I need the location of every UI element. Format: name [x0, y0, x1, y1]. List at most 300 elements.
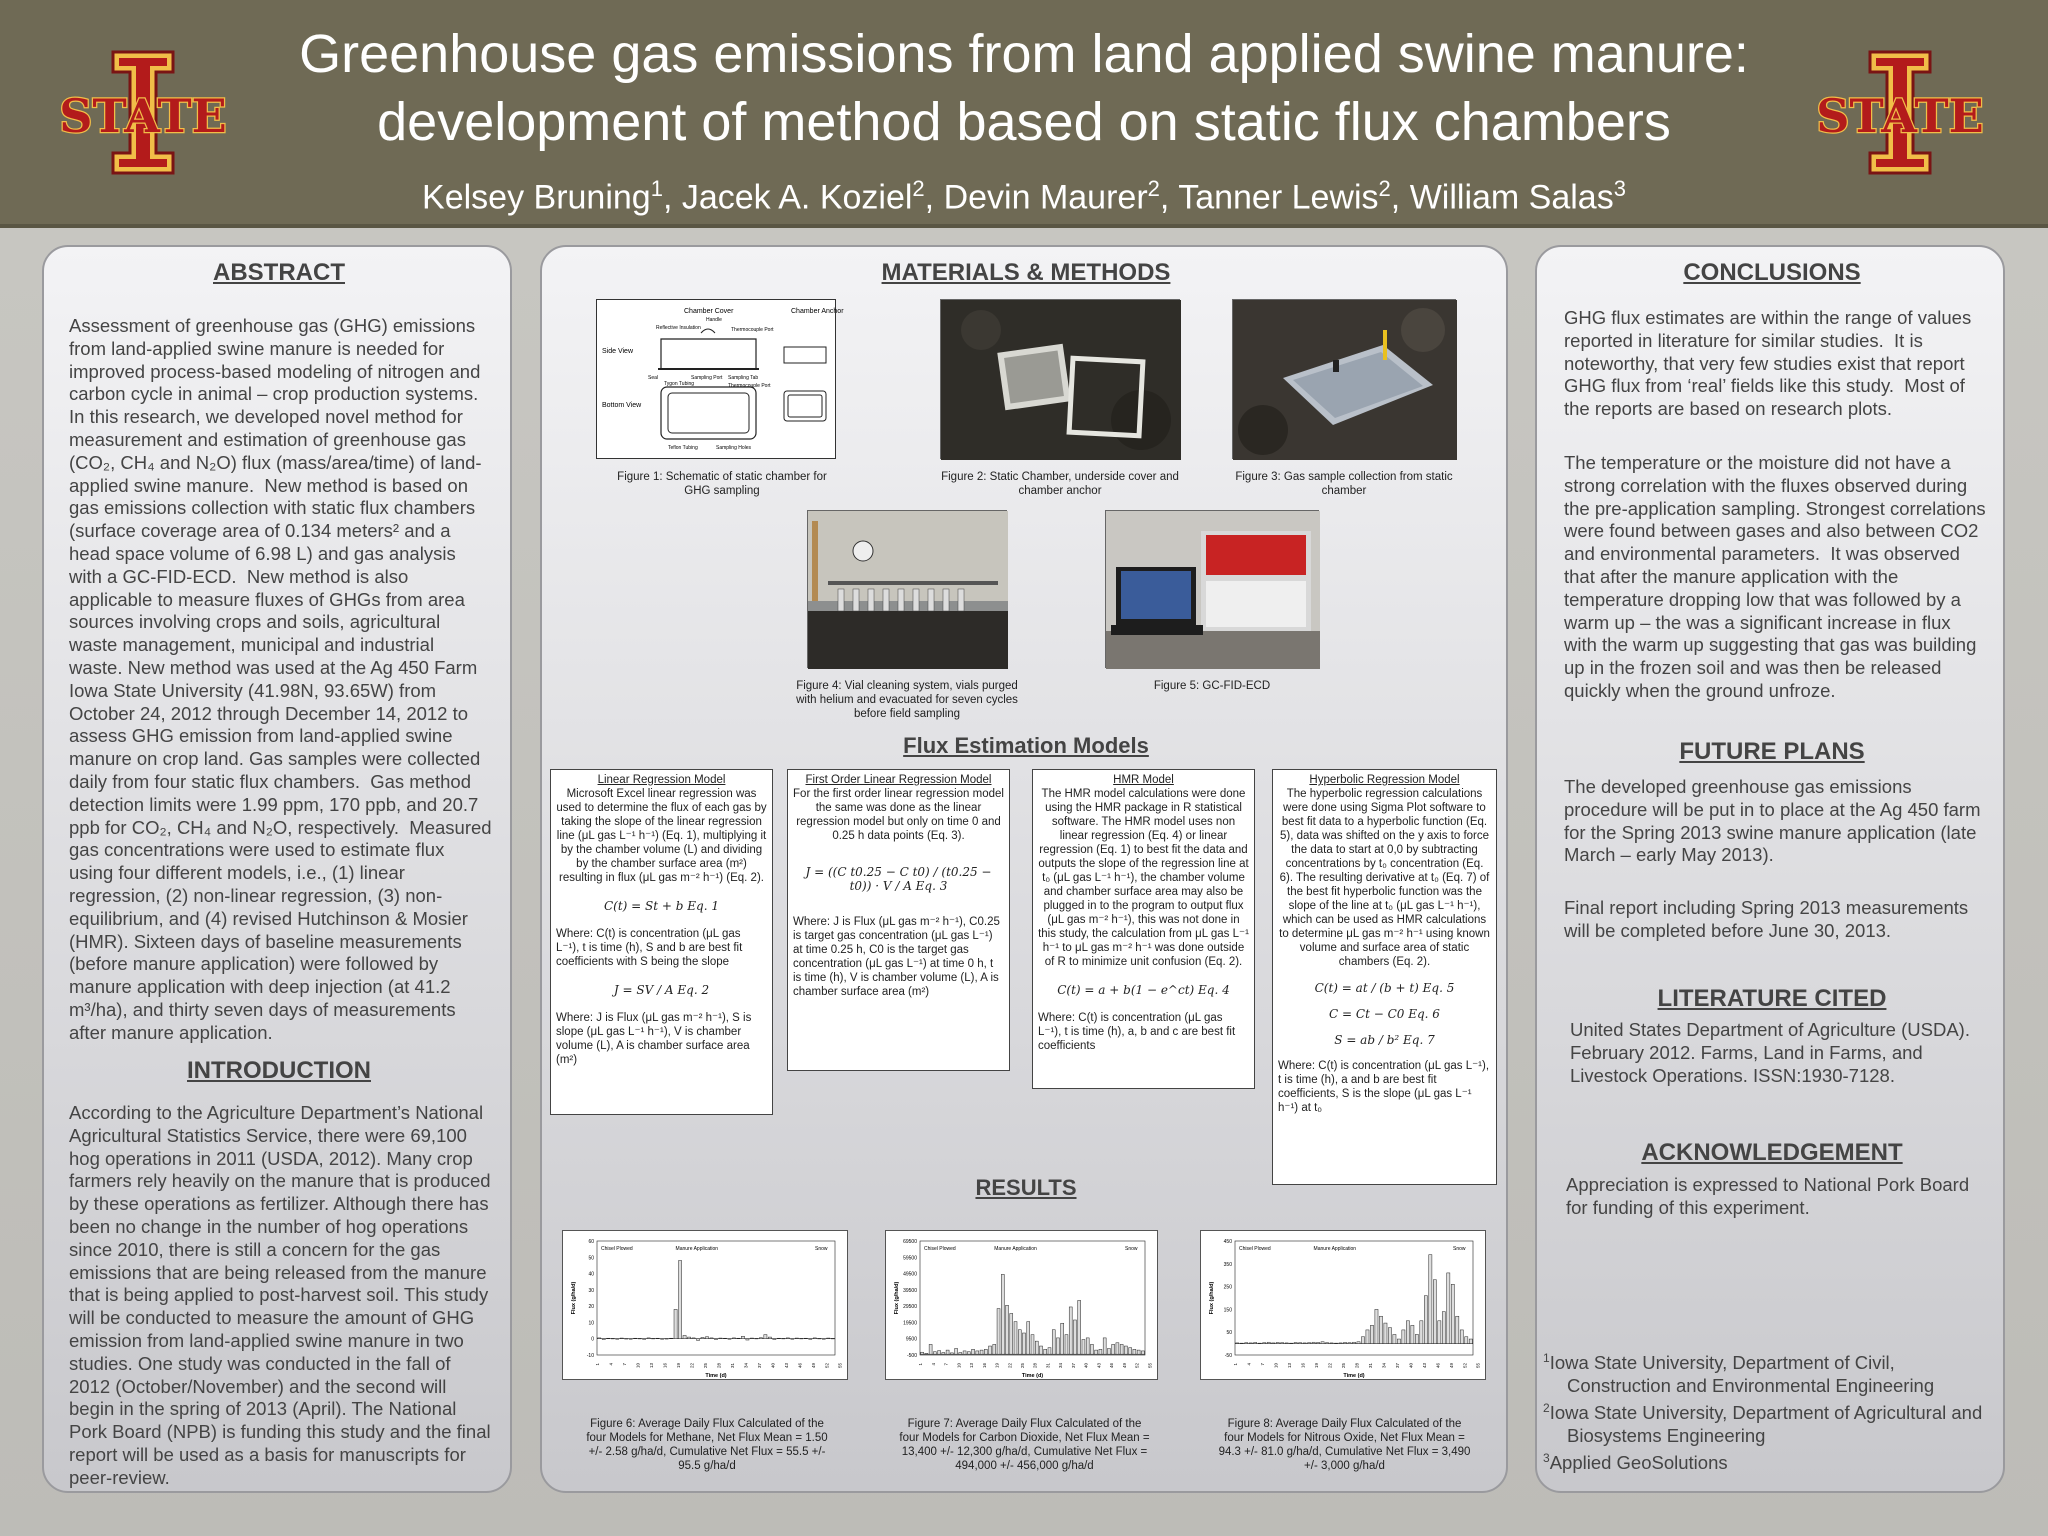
text-line: the pre-application sampling. Strongest correlations	[1564, 497, 1986, 519]
abstract-text	[69, 315, 509, 1045]
schematic-callout: Seal	[648, 375, 659, 381]
bar	[1357, 1342, 1360, 1344]
text-line: warm up – the was a significant increase in flux	[1564, 611, 1951, 633]
author-name: Kelsey Bruning	[422, 178, 651, 217]
x-tick-label: 49	[1448, 1363, 1454, 1369]
text-line: Appreciation is expressed to National Pork Board	[1566, 1174, 1970, 1195]
bar	[1061, 1323, 1064, 1354]
x-tick-label: 7	[622, 1363, 628, 1366]
text-line: manure on crop land. Gas samples were collected	[69, 748, 481, 770]
bar	[1082, 1340, 1085, 1355]
bar	[1276, 1342, 1279, 1343]
y-tick-label: 350	[1223, 1261, 1232, 1268]
bar	[1339, 1343, 1342, 1344]
x-tick-label: 28	[716, 1363, 722, 1369]
schematic-label-cover: Chamber Cover	[684, 308, 734, 315]
bar	[620, 1338, 623, 1339]
chart-annotation: Chisel Plowed	[924, 1246, 956, 1252]
bar	[1086, 1338, 1089, 1354]
bar	[1120, 1344, 1123, 1354]
bar	[1285, 1343, 1288, 1344]
y-tick-label: 59500	[903, 1255, 917, 1262]
model-title: Linear Regression Model	[597, 774, 726, 786]
bar	[1078, 1300, 1081, 1354]
bar	[1424, 1296, 1427, 1344]
bar	[1294, 1342, 1297, 1343]
schematic-callout: Sampling Tab	[728, 375, 759, 381]
bar	[629, 1339, 632, 1340]
text-line: and environmental parameters. It was observed	[1564, 543, 1960, 565]
bar	[1258, 1343, 1261, 1344]
right-panel	[1535, 245, 2005, 1493]
x-tick-label: 19	[1314, 1363, 1320, 1369]
bar	[701, 1337, 704, 1338]
text-line: manure application with deep injection (at 41.2	[69, 976, 451, 998]
bar	[728, 1339, 731, 1340]
abstract-heading: ABSTRACT	[213, 259, 345, 286]
x-tick-label: 31	[729, 1363, 735, 1369]
x-tick-label: 13	[1287, 1363, 1293, 1369]
x-tick-label: 10	[956, 1363, 962, 1369]
bar	[980, 1350, 983, 1354]
text-line: the reports are based on research plots.	[1564, 398, 1893, 420]
schematic-label-side: Side View	[602, 348, 634, 355]
bar	[1429, 1255, 1432, 1344]
text-line: applicable to measure fluxes of GHGs from area	[69, 588, 465, 610]
bar	[933, 1352, 936, 1354]
bar	[598, 1338, 601, 1339]
y-tick-label: 10	[588, 1320, 594, 1327]
bar	[683, 1335, 686, 1338]
x-tick-label: 28	[1354, 1363, 1360, 1369]
x-tick-label: 10	[635, 1363, 641, 1369]
author-affiliation-mark: 2	[1147, 176, 1160, 201]
x-tick-label: 40	[1083, 1363, 1089, 1369]
author-affiliation-mark: 2	[1378, 176, 1391, 201]
text-line: 2012 (October/November) and the second will	[69, 1375, 447, 1397]
text-line: (CO₂, CH₄ and N₂O) flux (mass/area/time) of land-	[69, 451, 482, 473]
bar	[1090, 1344, 1093, 1354]
bar	[1303, 1343, 1306, 1344]
introduction-text	[69, 1102, 509, 1490]
model-where: Where: C(t) is concentration (μL gas L⁻¹), t is time (h), a and b are best fit coefficients, S is the slope (μL gas L⁻¹ h⁻¹) at t₀	[1278, 1060, 1490, 1114]
text-line: Pork Board (NPB) is funding this study and the final	[69, 1421, 491, 1443]
y-tick-label: 19500	[903, 1320, 917, 1327]
bar	[938, 1351, 941, 1355]
x-tick-label: 34	[1381, 1363, 1387, 1369]
bar	[1312, 1342, 1315, 1343]
text-line: up in the frozen soil and was then be released	[1564, 657, 1942, 679]
bar	[656, 1338, 659, 1339]
bar	[1317, 1342, 1320, 1343]
bar	[1141, 1351, 1144, 1354]
bar	[809, 1339, 812, 1340]
text-line: (before manure application) were followed by	[69, 953, 439, 975]
bar	[1411, 1325, 1414, 1343]
bar	[1006, 1305, 1009, 1354]
equation-4: C(t) = a + b(1 − e^ct) Eq. 4	[1057, 983, 1230, 997]
affiliation-mark: 1	[1543, 1351, 1550, 1365]
y-tick-label: 0	[591, 1336, 594, 1343]
author-affiliation-mark: 2	[912, 176, 925, 201]
bar	[1137, 1350, 1140, 1354]
text-line: hog operations in 2011 (USDA, 2012). Many crop	[69, 1147, 473, 1169]
bar	[1433, 1280, 1436, 1344]
bar	[1263, 1343, 1266, 1344]
y-tick-label: 39500	[903, 1287, 917, 1294]
text-line: strong correlation with the fluxes observed during	[1564, 474, 1968, 496]
bar	[822, 1339, 825, 1340]
text-line: United States Department of Agriculture (USDA).	[1570, 1019, 1970, 1040]
bar	[687, 1337, 690, 1339]
x-tick-label: 55	[1475, 1363, 1481, 1369]
middle-panel	[540, 245, 1508, 1493]
bar	[1010, 1313, 1013, 1354]
bar	[1116, 1343, 1119, 1354]
y-tick-label: 450	[1223, 1239, 1232, 1245]
affiliation-line: Iowa State University, Department of Civil,	[1549, 1352, 1895, 1374]
bar	[1299, 1343, 1302, 1344]
model-where: Where: C(t) is concentration (μL gas L⁻¹), t is time (h), S and b are best fit coefficients with S being the slope	[556, 928, 743, 968]
x-tick-label: 31	[1045, 1363, 1051, 1369]
bar	[1099, 1349, 1102, 1354]
model-body: For the first order linear regression model the same was done as the linear regression model but only on time 0 and 0.25 h data points (Eq. 3).	[793, 788, 1004, 842]
text-line: waste. New method was used at the Ag 450 Farm	[69, 656, 478, 678]
equation-7: S = ab / b² Eq. 7	[1334, 1033, 1435, 1047]
introduction-heading: INTRODUCTION	[187, 1057, 371, 1084]
bar	[827, 1338, 830, 1339]
first-order-model	[787, 769, 1010, 1071]
bar	[719, 1338, 722, 1339]
text-line: Livestock Operations. ISSN:1930-7128.	[1570, 1064, 1895, 1086]
bar	[638, 1338, 641, 1339]
x-tick-label: 25	[1020, 1363, 1026, 1369]
y-tick-label: 20	[588, 1304, 594, 1311]
bar	[723, 1338, 726, 1339]
text-line: for the Spring 2013 swine manure application (late	[1564, 821, 1977, 843]
bar	[643, 1339, 646, 1340]
text-line: by these operations as fertilizer. Although there has	[69, 1193, 489, 1215]
logo-text: STATE	[1816, 89, 1984, 143]
bar	[1254, 1342, 1257, 1343]
x-tick-label: 40	[770, 1363, 776, 1369]
bar	[1240, 1343, 1243, 1344]
title-line-1: Greenhouse gas emissions from land applied swine manure:	[299, 24, 1749, 84]
bar	[602, 1339, 605, 1340]
text-line: equilibrium, and (4) revised Hutchinson & Mosier	[69, 907, 468, 929]
figure-5-caption: Figure 5: GC-FID-ECD	[1153, 680, 1271, 692]
text-line: (surface coverage area of 0.134 meters² and a	[69, 520, 451, 542]
bar	[634, 1338, 637, 1339]
text-line: The developed greenhouse gas emissions	[1564, 776, 1912, 797]
bar	[976, 1351, 979, 1354]
text-line: Agricultural Statistics Service, there were 69,100	[69, 1124, 467, 1146]
x-tick-label: 10	[1273, 1363, 1279, 1369]
text-line: emissions that are being released from the manure	[69, 1261, 487, 1283]
bar	[1023, 1333, 1026, 1354]
text-line: farmers rely heavily on the manure that is produced	[69, 1170, 491, 1192]
equation-3: J = ((C t0.25 − C t0) / (t0.25 − t0)) · V / A Eq. 3	[805, 865, 992, 893]
bar	[1065, 1335, 1068, 1355]
text-line: that after the manure application with the	[1564, 565, 1899, 587]
logo-text: STATE	[59, 89, 227, 143]
bar	[925, 1353, 928, 1354]
bar	[1249, 1343, 1252, 1344]
schematic-callout: Teflon Tubing	[668, 445, 698, 451]
model-where: Where: C(t) is concentration (μL gas L⁻¹), t is time (h), a, b and c are best fit coefficients	[1038, 1012, 1236, 1052]
bar	[714, 1339, 717, 1340]
x-tick-label: 52	[1134, 1363, 1140, 1369]
author-affiliation-mark: 3	[1613, 176, 1626, 201]
bar	[647, 1338, 650, 1339]
text-line: waste management, municipal and industrial	[69, 634, 435, 656]
x-axis-label: Time (d)	[1021, 1373, 1044, 1379]
text-line: procedure will be put in to place at the Ag 450 farm	[1564, 798, 1981, 820]
x-tick-label: 25	[703, 1363, 709, 1369]
x-tick-label: 1	[918, 1363, 924, 1366]
future-plans-heading: FUTURE PLANS	[1679, 738, 1865, 765]
model-title: HMR Model	[1113, 774, 1174, 786]
x-tick-label: 4	[608, 1363, 614, 1366]
future-plans-paragraph-2	[1564, 897, 2002, 943]
bar	[1397, 1339, 1400, 1344]
y-axis-label: Flux (g/ha/d)	[1209, 1281, 1215, 1315]
bar	[1281, 1343, 1284, 1344]
bar	[670, 1338, 673, 1339]
text-line: (HMR). Sixteen days of baseline measurements	[69, 930, 462, 952]
bar	[1352, 1342, 1355, 1343]
text-line: quickly when the ground unfroze.	[1564, 679, 1836, 701]
schematic-callout: Thermocouple Port	[728, 383, 771, 389]
text-line: that is being applied to post-harvest soil. This study	[69, 1284, 489, 1306]
affiliation-line: Construction and Environmental Engineering	[1567, 1375, 1935, 1397]
linear-regression-model	[550, 769, 773, 1115]
chart-annotation: Manure Application	[1313, 1246, 1357, 1252]
bar	[1442, 1312, 1445, 1344]
text-line: carbon cycle in animal – crop production systems.	[69, 383, 479, 405]
schematic-label-anchor: Chamber Anchor	[791, 308, 844, 315]
model-body: The HMR model calculations were done using the HMR package in R statistical software. The HMR model uses non linear regression (Eq. 4) or linear regression (Eq. 1) to best fit the data and outputs the slope of the regression line at t₀ (μL gas L⁻¹ h⁻¹), the chamber volume and chamber surface area may also be plugged in to the program to output flux (μL gas m⁻² h⁻¹), this was not done in this study, the calculation from μL gas L⁻¹ h⁻¹ to μL gas m⁻² h⁻¹ was done outside of R to minimize unit confusion (Eq. 2).	[1038, 788, 1249, 968]
results-heading: RESULTS	[975, 1175, 1077, 1200]
bar	[696, 1339, 699, 1341]
y-tick-label: 50	[588, 1255, 594, 1262]
bar	[795, 1338, 798, 1339]
vial-cleaning-photo	[807, 510, 1007, 668]
bar	[929, 1344, 932, 1354]
model-title: First Order Linear Regression Model	[805, 774, 992, 786]
affiliation-mark: 3	[1543, 1451, 1550, 1466]
chart-annotation: Snow	[1125, 1246, 1138, 1252]
bar	[661, 1339, 664, 1340]
chart-annotation: Manure Application	[675, 1246, 719, 1252]
gas-sample-photo	[1232, 299, 1456, 459]
bar	[967, 1352, 970, 1354]
text-line: with the warm up suggesting that gas was building	[1564, 634, 1977, 656]
bar	[1460, 1330, 1463, 1344]
text-line: after manure application.	[69, 1021, 273, 1043]
text-line: gas emissions collection with static flux chambers	[69, 497, 476, 519]
bar	[1330, 1343, 1333, 1344]
x-tick-label: 43	[1096, 1363, 1102, 1369]
x-tick-label: 46	[1109, 1363, 1115, 1369]
bar	[741, 1336, 744, 1338]
x-tick-label: 22	[1007, 1363, 1013, 1369]
schematic-callout: Tygon Tubing	[664, 381, 695, 387]
bar	[777, 1338, 780, 1339]
bar	[1267, 1342, 1270, 1343]
bar	[1456, 1316, 1459, 1343]
conclusions-paragraph-1	[1564, 307, 2002, 421]
x-tick-label: 55	[1147, 1363, 1153, 1369]
text-line: noteworthy, that very few studies exist that report	[1564, 352, 1965, 374]
text-line: temperature dropping low that was followed by a	[1564, 588, 1961, 610]
bar	[611, 1338, 614, 1339]
text-line: According to the Agriculture Department’s National	[69, 1102, 484, 1123]
text-line: will be conducted to measure the amount of GHG	[69, 1307, 475, 1329]
carbon-dioxide-flux-chart	[885, 1230, 1158, 1380]
methane-flux-chart	[562, 1230, 848, 1380]
bar	[993, 1344, 996, 1354]
text-line: March – early May 2013).	[1564, 844, 1774, 866]
y-tick-label: 49500	[903, 1271, 917, 1278]
text-line: m³/ha), and thirty seven days of measurements	[69, 998, 456, 1020]
y-tick-label: 9500	[905, 1336, 917, 1343]
bar	[607, 1338, 610, 1339]
author-name: William Salas	[1409, 178, 1614, 217]
text-line: February 2012. Farms, Land in Farms, and	[1570, 1041, 1923, 1063]
hmr-model	[1032, 769, 1255, 1089]
bar	[997, 1309, 1000, 1355]
bar	[1438, 1321, 1441, 1344]
bar	[1031, 1335, 1034, 1355]
text-line: Assessment of greenhouse gas (GHG) emissions	[69, 315, 476, 336]
bar	[955, 1348, 958, 1354]
text-line: applied swine manure. New method is based on	[69, 474, 469, 496]
x-tick-label: 46	[797, 1363, 803, 1369]
text-line: Final report including Spring 2013 measurements	[1564, 897, 1969, 918]
nitrous-oxide-flux-chart	[1200, 1230, 1486, 1380]
bar	[1095, 1350, 1098, 1354]
authors: Kelsey Bruning$^1$, Jacek A. Koziel$^2$, Devin Maurer$^2$, Tanner Lewis$^2$, William Salas$^3$	[422, 176, 1626, 217]
schematic-callout: Reflective Insulation	[656, 325, 701, 331]
text-line: were found between gases and also between CO2	[1564, 520, 1979, 542]
bar	[1112, 1344, 1115, 1354]
text-line: peer-review.	[69, 1466, 170, 1488]
bar	[1035, 1341, 1038, 1354]
chart-annotation: Chisel Plowed	[1239, 1246, 1271, 1252]
bar	[1469, 1339, 1472, 1344]
text-line: Iowa State University (41.98N, 93.65W) from	[69, 679, 437, 701]
y-tick-label: 40	[588, 1271, 594, 1278]
figure-6-caption: Figure 6: Average Daily Flux Calculated of the four Models for Methane, Net Flux Mean = 1.50 +/- 2.58 g/ha/d, Cumulative Net Flux = 55.5 +/- 95.5 g/ha/d	[586, 1418, 828, 1472]
text-line: measurement and estimation of greenhouse gas	[69, 428, 466, 450]
y-tick-label: 50	[1226, 1330, 1232, 1337]
schematic-callout: Sampling Holes	[716, 445, 752, 451]
x-tick-label: 13	[649, 1363, 655, 1369]
bar	[1069, 1307, 1072, 1354]
figure-4-caption: Figure 4: Vial cleaning system, vials purged with helium and evacuated for seven cycles before field sampling	[796, 680, 1018, 720]
bar	[1056, 1338, 1059, 1354]
chart-annotation: Manure Application	[994, 1246, 1037, 1252]
acknowledgement-text	[1566, 1174, 2002, 1220]
bar	[625, 1339, 628, 1340]
bar	[705, 1337, 708, 1339]
text-line: detection limits were 1.99 ppm, 170 ppb, and 20.7	[69, 793, 479, 815]
x-tick-label: 31	[1367, 1363, 1373, 1369]
literature-heading: LITERATURE CITED	[1657, 985, 1887, 1012]
x-tick-label: 13	[969, 1363, 975, 1369]
bar	[1290, 1343, 1293, 1344]
text-line: emission from land-applied swine manure in two	[69, 1329, 464, 1351]
x-tick-label: 16	[1300, 1363, 1306, 1369]
poster-header	[0, 0, 2048, 228]
text-line: assess GHG emission from land-applied swine	[69, 725, 453, 747]
bar	[1245, 1343, 1248, 1344]
bar	[959, 1353, 962, 1355]
bar	[1325, 1343, 1328, 1344]
author-name: Tanner Lewis	[1178, 178, 1379, 217]
bar	[1014, 1322, 1017, 1355]
y-axis-label: Flux (g/ha/d)	[571, 1281, 577, 1315]
figure-3-caption: Figure 3: Gas sample collection from static chamber	[1235, 471, 1453, 497]
author-affiliation-mark: 1	[650, 176, 663, 201]
x-tick-label: 22	[689, 1363, 695, 1369]
x-tick-label: 43	[1421, 1363, 1427, 1369]
model-where: Where: J is Flux (μL gas m⁻² h⁻¹), S is slope (μL gas L⁻¹ h⁻¹), V is chamber volume (L), A is chamber surface area (m²)	[556, 1012, 752, 1066]
future-plans-paragraph-1	[1564, 776, 2002, 867]
bar	[665, 1339, 668, 1340]
acknowledgement-heading: ACKNOWLEDGEMENT	[1641, 1139, 1903, 1166]
bar	[1044, 1349, 1047, 1354]
bar	[1052, 1330, 1055, 1354]
bar	[831, 1338, 834, 1339]
x-tick-label: 37	[756, 1363, 762, 1369]
x-tick-label: 25	[1341, 1363, 1347, 1369]
bar	[1366, 1330, 1369, 1344]
bar	[1415, 1334, 1418, 1343]
bar	[1272, 1343, 1275, 1344]
bar	[1001, 1274, 1004, 1354]
author-name: Jacek A. Koziel	[681, 178, 913, 217]
bar	[1334, 1343, 1337, 1344]
bar	[989, 1346, 992, 1354]
x-tick-label: 34	[1058, 1363, 1064, 1369]
methods-heading: MATERIALS & METHODS	[881, 259, 1171, 286]
y-tick-label: 150	[1223, 1307, 1232, 1314]
x-tick-label: 1	[1233, 1363, 1239, 1366]
bar	[818, 1338, 821, 1339]
x-tick-label: 4	[930, 1363, 936, 1366]
bar	[963, 1351, 966, 1354]
x-axis-label: Time (d)	[1343, 1373, 1365, 1379]
bar	[1406, 1321, 1409, 1344]
figure-2-caption: Figure 2: Static Chamber, underside cover and chamber anchor	[941, 471, 1179, 497]
bar	[750, 1338, 753, 1339]
bar	[1103, 1338, 1106, 1354]
x-tick-label: 16	[981, 1363, 987, 1369]
equation-6: C = Ct − C0 Eq. 6	[1329, 1007, 1440, 1021]
y-tick-label: -10	[586, 1353, 594, 1359]
x-tick-label: 7	[1260, 1363, 1266, 1366]
bar	[692, 1338, 695, 1339]
literature-text	[1570, 1019, 2002, 1087]
bar	[1124, 1346, 1127, 1354]
equation-2: J = SV / A Eq. 2	[613, 983, 710, 997]
y-tick-label: -50	[1224, 1353, 1232, 1359]
bar	[732, 1338, 735, 1339]
x-tick-label: 37	[1070, 1363, 1076, 1369]
poster-title	[230, 20, 1818, 156]
